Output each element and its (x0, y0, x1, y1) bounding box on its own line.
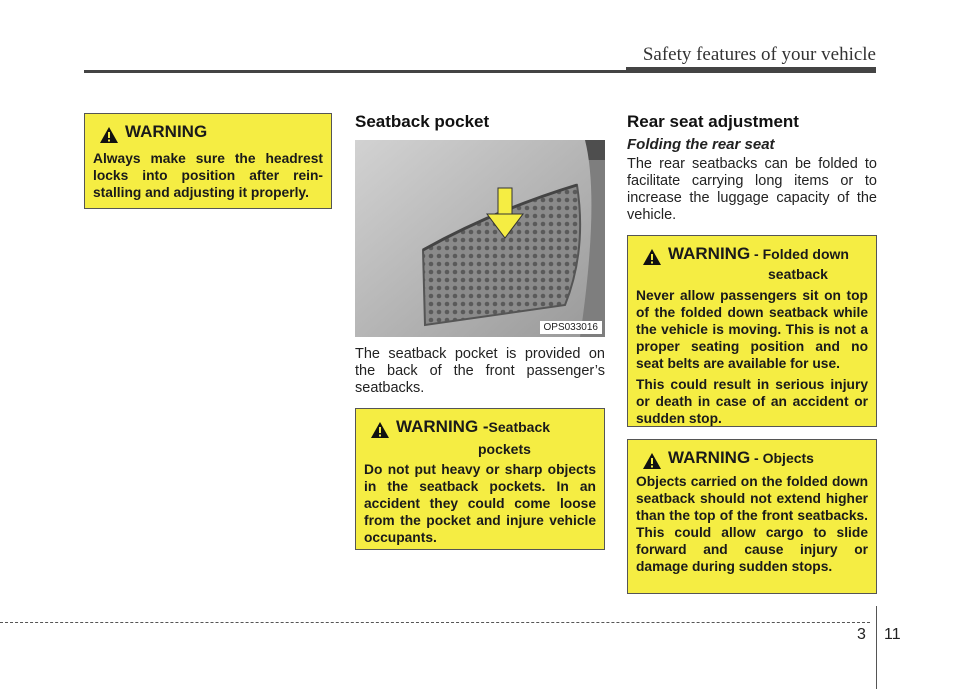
warning-subtitle: Seatback (488, 419, 551, 435)
seatback-illustration (355, 140, 605, 337)
page-number: 11 (884, 626, 901, 643)
warning-header (636, 448, 868, 470)
warning-body: Objects carried on the folded down seatback should not extend higher than the top of the front seatbacks. This could allow cargo to slide forward and cause injury or damage during sudden stops. (636, 474, 868, 574)
section-title-seatback-pocket: Seatback pocket (355, 112, 490, 131)
warning-body: Always make sure the headrest locks into position after rein-stalling and adjusting it properly. (93, 151, 323, 200)
seatback-pocket-paragraph: The seatback pocket is provided on the back of the front passenger’s seatbacks. (355, 346, 605, 396)
warning-box-folded-seatback (627, 235, 877, 427)
warning-box-seatback-pockets (355, 408, 605, 550)
subsection-title-folding: Folding the rear seat (627, 136, 775, 153)
warning-title: WARNING (668, 448, 751, 467)
warning-header (636, 244, 868, 266)
warning-body: Do not put heavy or sharp objects in the seatback pockets. In an accident they could come loose from the pocket and injure vehicle occupants. (364, 462, 596, 545)
warning-subtitle-continued: seatback (768, 266, 828, 282)
warning-title: WARNING (668, 244, 751, 263)
footer-vertical-rule (876, 606, 877, 689)
warning-box-headrest (84, 113, 332, 209)
warning-box-objects (627, 439, 877, 594)
warning-title: WARNING - (396, 417, 489, 436)
warning-triangle-icon (99, 126, 119, 144)
warning-header (93, 122, 323, 144)
warning-body-secondary: This could result in serious injury or death in case of an accident or sudden stop. (636, 377, 868, 426)
seatback-pocket-photo (355, 140, 605, 337)
warning-subtitle: - Objects (750, 450, 814, 466)
page-header-title: Safety features of your vehicle (642, 44, 876, 65)
warning-subtitle: - Folded down (750, 246, 849, 262)
warning-triangle-icon (642, 452, 662, 470)
chapter-number: 3 (857, 626, 866, 643)
image-code-label: OPS033016 (540, 321, 603, 334)
warning-triangle-icon (370, 421, 390, 439)
warning-triangle-icon (642, 248, 662, 266)
header-rule-accent (626, 67, 876, 73)
warning-subtitle-continued: pockets (478, 441, 531, 457)
section-title-rear-seat: Rear seat adjustment (627, 112, 799, 131)
warning-body: Never allow passengers sit on top of the folded down seatback while the vehicle is moving. This is not a proper seating position and no seat belts are available for use. (636, 288, 868, 371)
warning-title: WARNING (125, 122, 208, 141)
rear-seat-paragraph: The rear seatbacks can be folded to facilitate carrying long items or to increase the luggage capacity of the vehicle. (627, 156, 877, 223)
warning-header (364, 417, 596, 439)
footer-dashed-rule (0, 622, 870, 623)
